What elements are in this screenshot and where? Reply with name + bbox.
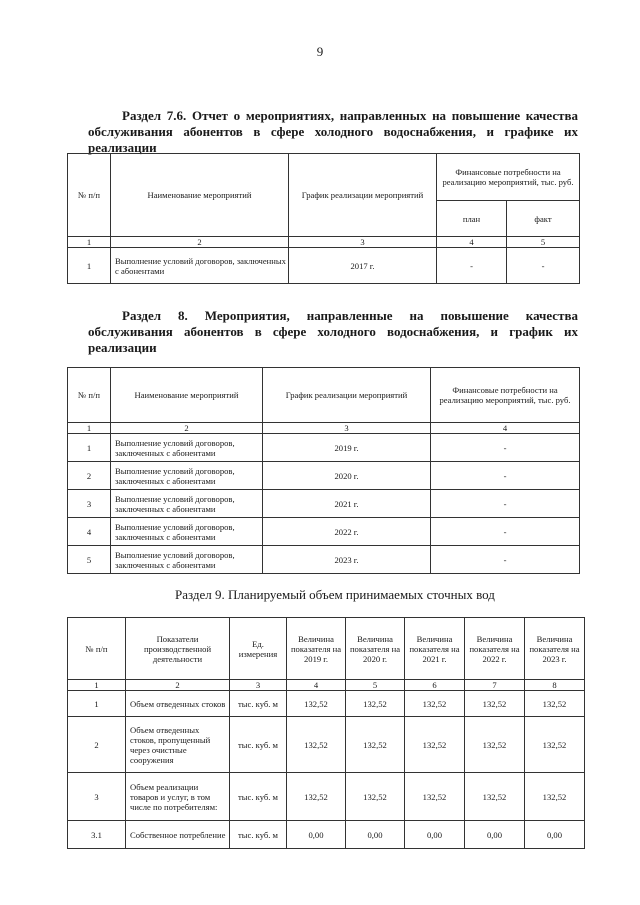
title-line: Раздел 8. Мероприятия, направленные на повышение качества — [122, 308, 578, 323]
row-value: 132,52 — [346, 691, 405, 717]
section-8-title — [88, 308, 578, 356]
title-line: реализации — [88, 140, 157, 155]
index-cell: 2 — [126, 680, 230, 691]
index-cell: 6 — [405, 680, 465, 691]
row-value: 132,52 — [287, 717, 346, 773]
row-value: - — [431, 462, 580, 490]
row-name: Выполнение условий договоров, заключенных с абонентами — [111, 248, 289, 284]
row-value: - — [431, 546, 580, 574]
header-fact: факт — [507, 201, 580, 237]
header-2020: Величина показателя на 2020 г. — [346, 618, 405, 680]
index-cell: 3 — [230, 680, 287, 691]
row-year: 2017 г. — [289, 248, 437, 284]
title-line: реализации — [88, 340, 157, 355]
row-num: 2 — [68, 462, 111, 490]
header-schedule: График реализации мероприятий — [263, 368, 431, 423]
table-row — [68, 691, 585, 717]
index-cell: 7 — [465, 680, 525, 691]
row-value: 132,52 — [465, 691, 525, 717]
header-unit: Ед. измерения — [230, 618, 287, 680]
row-value: 132,52 — [525, 691, 585, 717]
section-9-table — [67, 617, 585, 849]
title-line: обслуживания абонентов в сфере холодного водоснабжения, и график их — [88, 324, 578, 339]
header-num: № п/п — [68, 368, 111, 423]
row-fact: - — [507, 248, 580, 284]
row-value: 132,52 — [525, 717, 585, 773]
row-name: Объем отведенных стоков, пропущенный через очистные сооружения — [126, 717, 230, 773]
row-value: 132,52 — [346, 717, 405, 773]
row-value: 0,00 — [405, 821, 465, 849]
row-year: 2021 г. — [263, 490, 431, 518]
table-row — [68, 821, 585, 849]
row-value: 0,00 — [465, 821, 525, 849]
row-value: 132,52 — [465, 717, 525, 773]
index-cell: 4 — [431, 423, 580, 434]
table-row — [68, 546, 580, 574]
row-year: 2020 г. — [263, 462, 431, 490]
row-value: 132,52 — [465, 773, 525, 821]
header-finance: Финансовые потребности на реализацию мероприятий, тыс. руб. — [437, 154, 580, 201]
row-value: - — [431, 518, 580, 546]
index-cell: 4 — [437, 237, 507, 248]
row-name: Выполнение условий договоров, заключенных с абонентами — [111, 462, 263, 490]
row-value: - — [431, 434, 580, 462]
row-name: Выполнение условий договоров, заключенных с абонентами — [111, 546, 263, 574]
row-num: 3 — [68, 490, 111, 518]
title-line: обслуживания абонентов в сфере холодного водоснабжения, и графике их — [88, 124, 578, 139]
row-year: 2022 г. — [263, 518, 431, 546]
row-value: 0,00 — [525, 821, 585, 849]
header-2022: Величина показателя на 2022 г. — [465, 618, 525, 680]
header-plan: план — [437, 201, 507, 237]
row-num: 4 — [68, 518, 111, 546]
table-row — [68, 434, 580, 462]
row-value: 0,00 — [287, 821, 346, 849]
header-name: Наименование мероприятий — [111, 154, 289, 237]
row-name: Объем реализации товаров и услуг, в том числе по потребителям: — [126, 773, 230, 821]
index-cell: 3 — [263, 423, 431, 434]
index-cell: 2 — [111, 423, 263, 434]
row-value: 132,52 — [287, 691, 346, 717]
index-cell: 1 — [68, 423, 111, 434]
index-cell: 5 — [346, 680, 405, 691]
section-8-table — [67, 367, 580, 574]
row-num: 3 — [68, 773, 126, 821]
section-7-6-table — [67, 153, 580, 284]
table-row — [68, 518, 580, 546]
header-num: № п/п — [68, 618, 126, 680]
row-num: 3.1 — [68, 821, 126, 849]
header-num: № п/п — [68, 154, 111, 237]
table-row — [68, 490, 580, 518]
row-value: 132,52 — [287, 773, 346, 821]
row-unit: тыс. куб. м — [230, 691, 287, 717]
row-num: 5 — [68, 546, 111, 574]
header-finance: Финансовые потребности на реализацию мероприятий, тыс. руб. — [431, 368, 580, 423]
index-cell: 4 — [287, 680, 346, 691]
row-value: 132,52 — [405, 717, 465, 773]
header-2019: Величина показателя на 2019 г. — [287, 618, 346, 680]
table-row — [68, 717, 585, 773]
row-num: 1 — [68, 248, 111, 284]
header-2021: Величина показателя на 2021 г. — [405, 618, 465, 680]
row-name: Выполнение условий договоров, заключенных с абонентами — [111, 434, 263, 462]
row-year: 2019 г. — [263, 434, 431, 462]
index-cell: 3 — [289, 237, 437, 248]
row-year: 2023 г. — [263, 546, 431, 574]
row-unit: тыс. куб. м — [230, 773, 287, 821]
row-name: Выполнение условий договоров, заключенных с абонентами — [111, 518, 263, 546]
index-cell: 1 — [68, 237, 111, 248]
row-unit: тыс. куб. м — [230, 821, 287, 849]
row-name: Объем отведенных стоков — [126, 691, 230, 717]
row-value: - — [431, 490, 580, 518]
row-num: 1 — [68, 691, 126, 717]
table-row — [68, 773, 585, 821]
row-unit: тыс. куб. м — [230, 717, 287, 773]
row-value: 132,52 — [525, 773, 585, 821]
header-name: Наименование мероприятий — [111, 368, 263, 423]
row-value: 132,52 — [405, 773, 465, 821]
row-value: 0,00 — [346, 821, 405, 849]
index-cell: 5 — [507, 237, 580, 248]
index-cell: 1 — [68, 680, 126, 691]
header-indicator: Показатели производственной деятельности — [126, 618, 230, 680]
section-9-title: Раздел 9. Планируемый объем принимаемых сточных вод — [175, 587, 495, 602]
header-schedule: График реализации мероприятий — [289, 154, 437, 237]
row-num: 1 — [68, 434, 111, 462]
row-value: 132,52 — [405, 691, 465, 717]
title-line: Раздел 7.6. Отчет о мероприятиях, направленных на повышение качества — [122, 108, 578, 123]
index-cell: 8 — [525, 680, 585, 691]
row-name: Выполнение условий договоров, заключенных с абонентами — [111, 490, 263, 518]
row-name: Собственное потребление — [126, 821, 230, 849]
page-number: 9 — [316, 44, 324, 59]
header-2023: Величина показателя на 2023 г. — [525, 618, 585, 680]
row-plan: - — [437, 248, 507, 284]
row-num: 2 — [68, 717, 126, 773]
row-value: 132,52 — [346, 773, 405, 821]
table-row — [68, 248, 580, 284]
index-cell: 2 — [111, 237, 289, 248]
table-row — [68, 462, 580, 490]
section-7-6-title — [88, 108, 578, 156]
